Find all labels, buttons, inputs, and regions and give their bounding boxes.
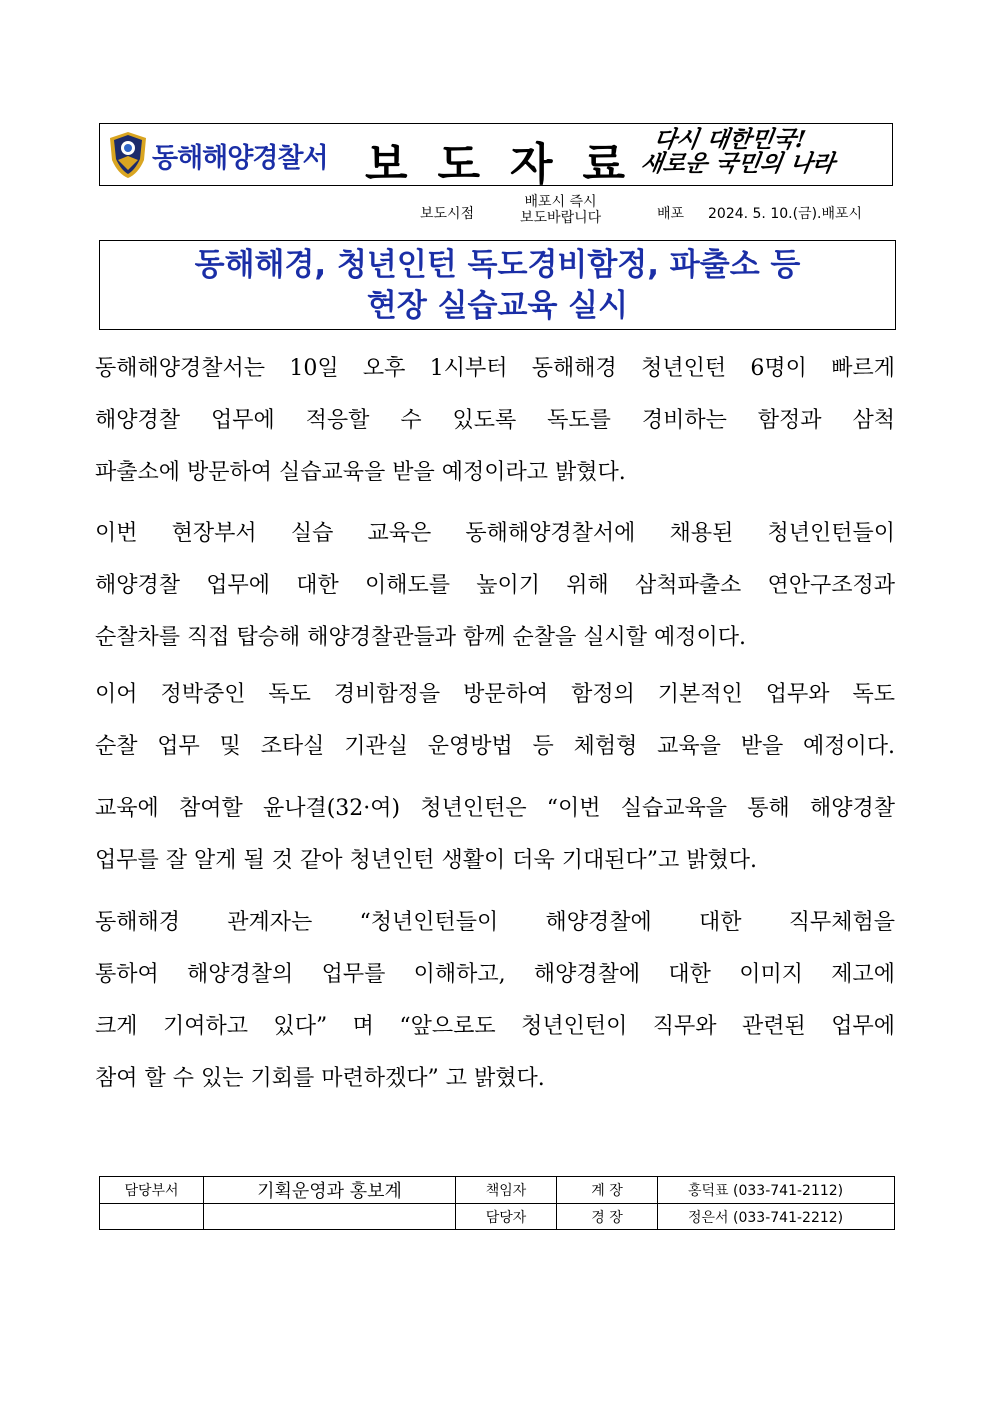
body-line: 이번 현장부서 실습 교육은 동해해양경찰서에 채용된 청년인턴들이 (95, 521, 895, 546)
headline-line-2: 현장 실습교육 실시 (366, 288, 629, 324)
empty-cell (204, 1204, 456, 1230)
body-paragraph-5 (95, 897, 895, 1105)
body-line: 순찰 업무 및 조타실 기관실 운영방법 등 체험형 교육을 받을 예정이다. (95, 734, 895, 759)
table-row (100, 1204, 895, 1230)
release-time-value (520, 194, 601, 226)
body-line: 업무를 잘 알게 될 것 같아 청년인턴 생활이 더욱 기대된다”고 밝혔다. (95, 848, 757, 873)
release-time-value-line-1: 배포시 즉시 (524, 194, 597, 210)
distribution-label: 배포 (657, 206, 685, 222)
body-line: 통하여 해양경찰의 업무를 이해하고, 해양경찰에 대한 이미지 제고에 (95, 962, 895, 987)
body-line: 동해해양경찰서는 10일 오후 1시부터 동해해경 청년인턴 6명이 빠르게 (95, 356, 895, 381)
body-line: 해양경찰 업무에 대한 이해도를 높이기 위해 삼척파출소 연안구조정과 (95, 573, 895, 598)
rank-cell: 계 장 (557, 1177, 658, 1204)
body-line: 참여 할 수 있는 기회를 마련하겠다” 고 밝혔다. (95, 1066, 545, 1091)
role-cell: 담당자 (456, 1204, 557, 1230)
body-line: 동해해경 관계자는 “청년인턴들이 해양경찰에 대한 직무체험을 (95, 910, 895, 935)
slogan-line-2: 새로운 국민의 나라 (638, 150, 837, 177)
coast-guard-emblem-icon (108, 130, 148, 180)
headline-line-1: 동해해경, 청년인턴 독도경비함정, 파출소 등 (194, 247, 801, 283)
government-slogan (634, 128, 892, 182)
body-line: 순찰차를 직접 탑승해 해양경찰관들과 함께 순찰을 실시할 예정이다. (95, 625, 747, 650)
dept-value-cell: 기획운영과 홍보계 (204, 1177, 456, 1204)
empty-cell (100, 1204, 204, 1230)
body-paragraph-1 (95, 343, 895, 499)
press-header (99, 123, 893, 190)
contact-table (99, 1176, 895, 1230)
dept-label-cell: 담당부서 (100, 1177, 204, 1204)
press-release-title: 보도자료 (365, 139, 656, 190)
headline-box (99, 240, 896, 330)
release-time-label: 보도시점 (420, 206, 475, 222)
person-cell: 정은서 (033-741-2212) (658, 1204, 895, 1230)
body-paragraph-3 (95, 669, 895, 773)
release-time-value-line-2: 보도바랍니다 (520, 210, 602, 226)
table-row (100, 1177, 895, 1204)
role-cell: 책임자 (456, 1177, 557, 1204)
body-line: 해양경찰 업무에 적응할 수 있도록 독도를 경비하는 함정과 삼척 (95, 408, 895, 433)
body-line: 크게 기여하고 있다” 며 “앞으로도 청년인턴이 직무와 관련된 업무에 (95, 1014, 895, 1039)
body-line: 교육에 참여할 윤나결(32·여) 청년인턴은 “이번 실습교육을 통해 해양경찰 (95, 796, 895, 821)
body-line: 이어 정박중인 독도 경비함정을 방문하여 함정의 기본적인 업무와 독도 (95, 682, 895, 707)
body-paragraph-4 (95, 783, 895, 887)
body-paragraph-2 (95, 508, 895, 664)
distribution-date: 2024. 5. 10.(금).배포시 (708, 206, 863, 222)
body-line: 파출소에 방문하여 실습교육을 받을 예정이라고 밝혔다. (95, 460, 626, 485)
rank-cell: 경 장 (557, 1204, 658, 1230)
slogan-line-1: 다시 대한민국! (652, 126, 808, 153)
person-cell: 홍덕표 (033-741-2112) (658, 1177, 895, 1204)
org-name: 동해해양경찰서 (152, 143, 328, 174)
